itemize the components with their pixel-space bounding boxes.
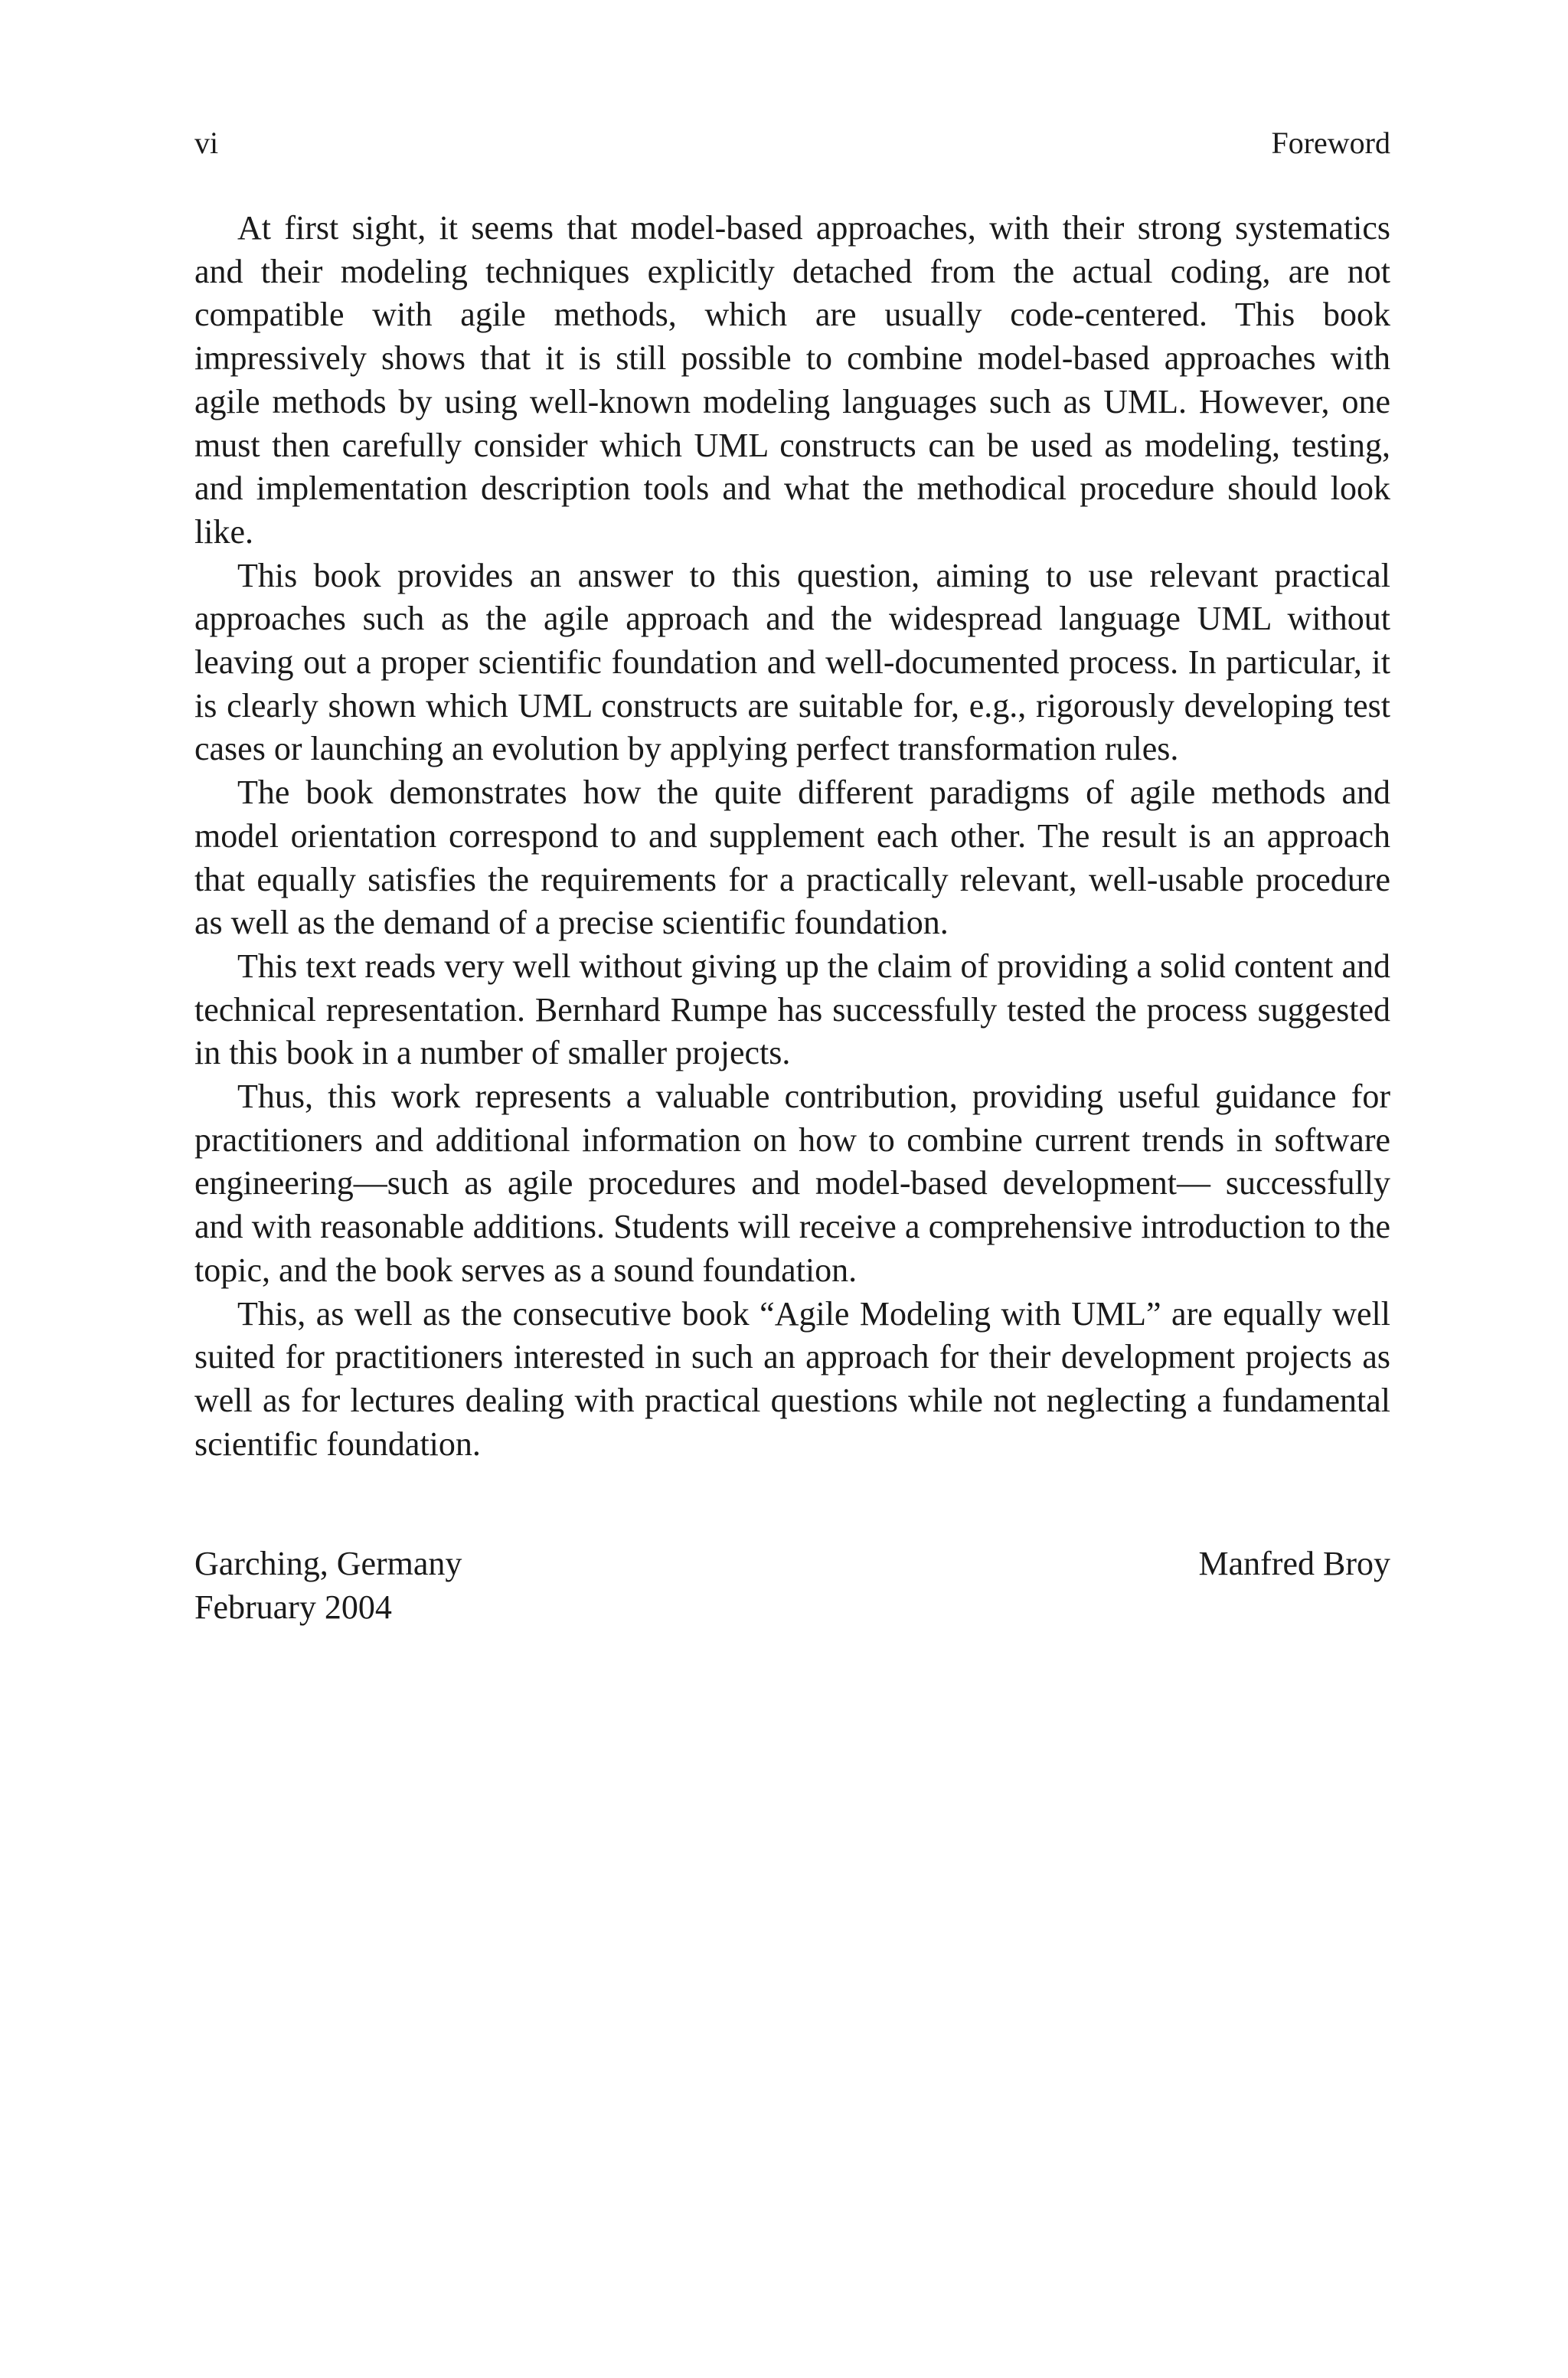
signature-date: February 2004 — [194, 1588, 392, 1626]
paragraph: This book provides an answer to this question, aiming to use relevant practical approaches such as the agile approach and the widespread language UML without leaving out a proper scientific foundation and well-documented process. In particular, it is clearly shown which UML constructs are suitable for, e.g., rigorously developing test cases or launching an evolution by applying perfect transformation rules. — [194, 556, 1390, 768]
foreword-body — [194, 207, 1390, 1466]
paragraph: Thus, this work represents a valuable contribution, providing useful guidance for practitioners and additional information on how to combine current trends in software engineering—such as agile procedures and model-based development— successfully and with reasonable additions. Students will receive a comprehensive introduction to the topic, and the book serves as a sound foundation. — [194, 1078, 1390, 1289]
running-header — [194, 124, 1390, 162]
paragraph: This text reads very well without giving up the claim of providing a solid content and technical representation. Bernhard Rumpe has successfully tested the process suggested in this book in a number of smaller projects. — [194, 947, 1390, 1072]
paragraph: At first sight, it seems that model-based approaches, with their strong systematics and their modeling techniques explicitly detached from the actual coding, are not compatible with agile methods, which are usually code-centered. This book impressively shows that it is still possible to combine model-based approaches with agile methods by using well-known modeling languages such as UML. However, one must then carefully consider which UML constructs can be used as modeling, testing, and implementation description tools and what the methodical procedure should look like. — [194, 209, 1390, 551]
page-number: vi — [194, 126, 219, 160]
paragraph: The book demonstrates how the quite different paradigms of agile methods and model orientation correspond to and supplement each other. The result is an approach that equally satisfies the requirements for a practically relevant, well-usable procedure as well as the demand of a precise scientific foundation. — [194, 774, 1390, 942]
signature-author: Manfred Broy — [1198, 1545, 1390, 1582]
paragraph: This, as well as the consecutive book “Agile Modeling with UML” are equally well suited for practitioners interested in such an approach for their development projects as well as for lectures dealing with practical questions while not neglecting a fundamental scientific foundation. — [194, 1294, 1390, 1463]
section-title: Foreword — [1271, 126, 1390, 160]
signature-place: Garching, Germany — [194, 1545, 462, 1582]
